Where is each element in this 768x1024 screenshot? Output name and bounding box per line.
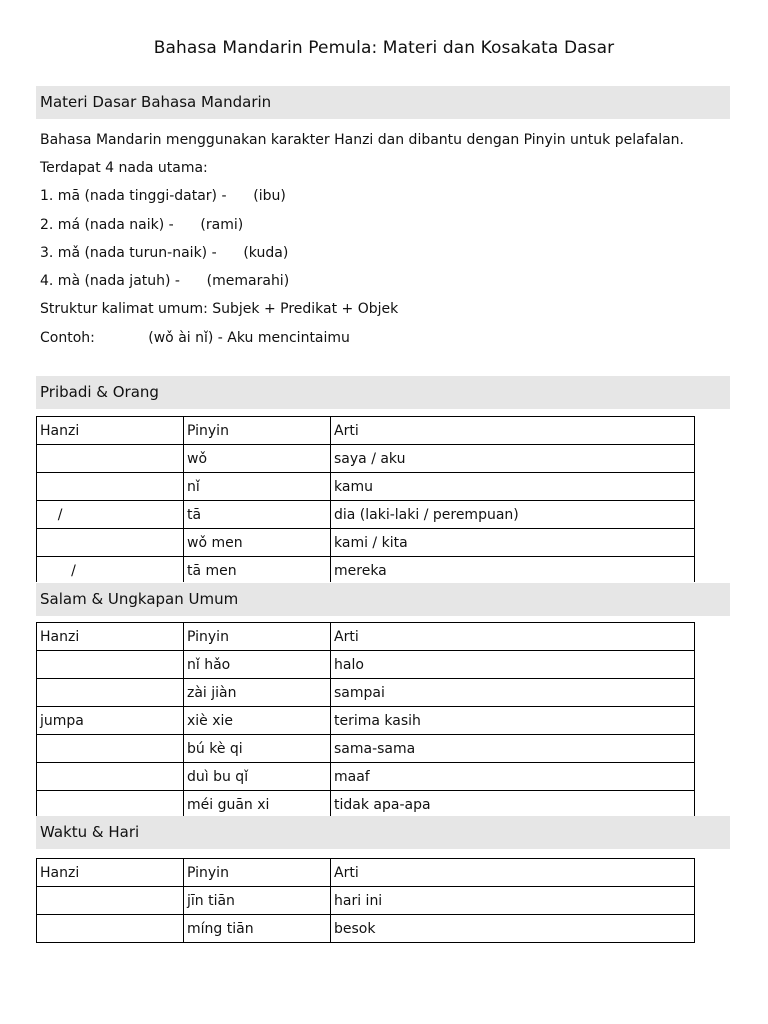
cell-arti: terima kasih (331, 707, 695, 735)
table-row (37, 501, 695, 529)
cell-arti: kamu (331, 473, 695, 501)
cell-pinyin: xiè xie (184, 707, 331, 735)
tone-item-1: 1. mā (nada tinggi-datar) - (ibu) (40, 188, 286, 204)
table-row (37, 445, 695, 473)
cell-hanzi (37, 529, 184, 557)
table-header-row (37, 417, 695, 445)
table-row (37, 763, 695, 791)
table-row (37, 557, 695, 583)
cell-arti: saya / aku (331, 445, 695, 473)
cell-pinyin: bú kè qi (184, 735, 331, 763)
cell-arti: kami / kita (331, 529, 695, 557)
column-header-arti: Arti (331, 623, 695, 651)
cell-arti: hari ini (331, 887, 695, 915)
vocab-table-pribadi (36, 416, 695, 582)
cell-pinyin: jīn tiān (184, 887, 331, 915)
vocab-table-salam (36, 622, 695, 816)
column-header-arti: Arti (331, 859, 695, 887)
table-header-row (37, 623, 695, 651)
cell-arti: mereka (331, 557, 695, 583)
cell-hanzi (37, 651, 184, 679)
column-header-arti: Arti (331, 417, 695, 445)
column-header-hanzi: Hanzi (37, 417, 184, 445)
cell-hanzi (37, 679, 184, 707)
page-title: Bahasa Mandarin Pemula: Materi dan Kosakata Dasar (153, 38, 615, 58)
section-header-materi: Materi Dasar Bahasa Mandarin (36, 86, 730, 119)
cell-hanzi (37, 915, 184, 943)
cell-pinyin: nǐ (184, 473, 331, 501)
cell-arti: tidak apa-apa (331, 791, 695, 817)
cell-arti: maaf (331, 763, 695, 791)
column-header-hanzi: Hanzi (37, 859, 184, 887)
cell-pinyin: wǒ (184, 445, 331, 473)
table-row (37, 791, 695, 817)
cell-hanzi: jumpa (37, 707, 184, 735)
cell-pinyin: tā (184, 501, 331, 529)
cell-arti: halo (331, 651, 695, 679)
cell-hanzi (37, 763, 184, 791)
cell-pinyin: wǒ men (184, 529, 331, 557)
cell-pinyin: méi guān xi (184, 791, 331, 817)
table-row (37, 915, 695, 943)
section-header-salam: Salam & Ungkapan Umum (36, 583, 730, 616)
column-header-hanzi: Hanzi (37, 623, 184, 651)
tone-item-3: 3. mǎ (nada turun-naik) - (kuda) (40, 245, 289, 261)
paragraph-example: Contoh: (wǒ ài nǐ) - Aku mencintaimu (40, 330, 350, 346)
cell-arti: sampai (331, 679, 695, 707)
cell-pinyin: duì bu qǐ (184, 763, 331, 791)
table-clip-salam (0, 622, 768, 816)
column-header-pinyin: Pinyin (184, 417, 331, 445)
paragraph-hanzi-intro: Bahasa Mandarin menggunakan karakter Hanzi dan dibantu dengan Pinyin untuk pelafalan. (40, 132, 684, 148)
cell-arti: dia (laki-laki / perempuan) (331, 501, 695, 529)
table-row (37, 707, 695, 735)
cell-arti: sama-sama (331, 735, 695, 763)
table-row (37, 651, 695, 679)
table-row (37, 887, 695, 915)
table-clip-pribadi (0, 416, 768, 582)
cell-pinyin: nǐ hǎo (184, 651, 331, 679)
cell-pinyin: míng tiān (184, 915, 331, 943)
cell-pinyin: zài jiàn (184, 679, 331, 707)
cell-hanzi (37, 791, 184, 817)
table-row (37, 679, 695, 707)
table-row (37, 529, 695, 557)
vocab-table-waktu (36, 858, 695, 943)
cell-hanzi (37, 473, 184, 501)
table-row (37, 473, 695, 501)
cell-hanzi: / (37, 501, 184, 529)
cell-hanzi (37, 445, 184, 473)
column-header-pinyin: Pinyin (184, 859, 331, 887)
section-header-pribadi: Pribadi & Orang (36, 376, 730, 409)
cell-hanzi (37, 735, 184, 763)
column-header-pinyin: Pinyin (184, 623, 331, 651)
table-header-row (37, 859, 695, 887)
tone-item-4: 4. mà (nada jatuh) - (memarahi) (40, 273, 290, 289)
cell-hanzi: / (37, 557, 184, 583)
paragraph-tones-intro: Terdapat 4 nada utama: (40, 160, 208, 176)
cell-pinyin: tā men (184, 557, 331, 583)
section-header-waktu: Waktu & Hari (36, 816, 730, 849)
tone-item-2: 2. má (nada naik) - (rami) (40, 217, 244, 233)
cell-arti: besok (331, 915, 695, 943)
paragraph-sentence-structure: Struktur kalimat umum: Subjek + Predikat + Objek (40, 301, 399, 317)
table-row (37, 735, 695, 763)
cell-hanzi (37, 887, 184, 915)
